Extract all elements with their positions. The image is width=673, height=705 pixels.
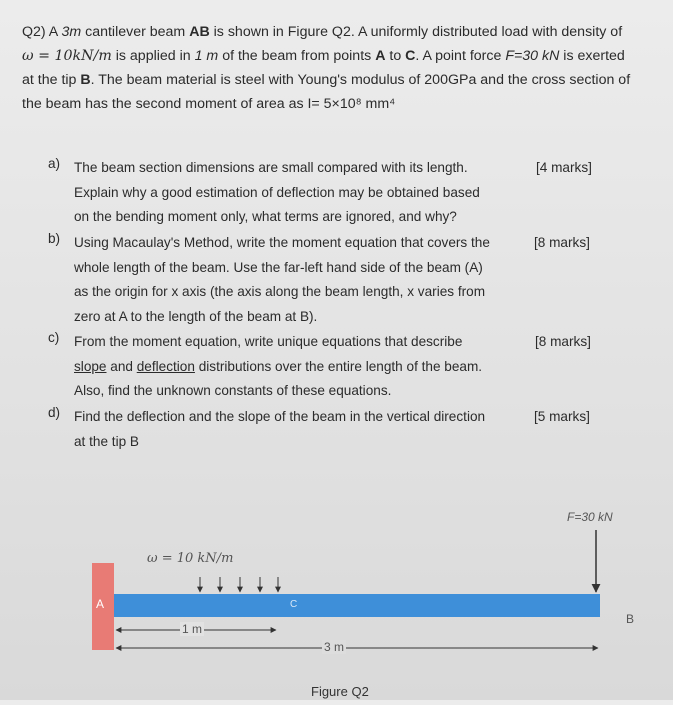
part-marks: [5 marks]: [534, 409, 590, 424]
figure-caption: Figure Q2: [311, 684, 369, 699]
dimension-3m-label: 3 m: [324, 640, 345, 654]
part-letter: b): [48, 231, 61, 246]
point-a-label: A: [96, 597, 105, 611]
question-line-4: the beam has the second moment of area as I= 5×10⁸ mm⁴: [22, 96, 396, 112]
part-marks: [4 marks]: [536, 160, 592, 175]
part-marks: [8 marks]: [535, 334, 591, 349]
part-c: [48, 330, 648, 405]
part-a: [48, 156, 648, 231]
point-b-label: B: [626, 612, 635, 626]
part-text: Using Macaulay's Method, write the moment equation that covers the whole length of the beam. Use the far-left hand side of the beam (A) as the origin for x axis (the axis along the beam length, x varies from zero at A to the length of the beam at B).: [74, 235, 490, 324]
udl-arrows: [200, 577, 278, 592]
part-marks: [8 marks]: [534, 235, 590, 250]
part-letter: a): [48, 156, 61, 171]
part-d: [48, 405, 648, 455]
question-line-3: at the tip B. The beam material is steel with Young's modulus of 200GPa and the cross section of: [22, 72, 631, 88]
sub-questions: [48, 156, 648, 455]
part-b: [48, 231, 648, 330]
load-label: ω = 10 kN/m: [147, 551, 234, 566]
beam: [114, 594, 600, 617]
part-text: Find the deflection and the slope of the beam in the vertical direction at the tip B: [74, 409, 486, 449]
part-text: The beam section dimensions are small compared with its length. Explain why a good estimation of deflection may be obtained based on the bending moment only, what terms are ignored, and why?: [74, 160, 480, 224]
question-line-1: Q2) A 3m cantilever beam AB is shown in Figure Q2. A uniformly distributed load with density of: [22, 24, 623, 40]
part-letter: d): [48, 405, 61, 420]
part-text: From the moment equation, write unique equations that describe slope and deflection distributions over the entire length of the beam. Also, find the unknown constants of these equations.: [74, 334, 483, 398]
part-letter: c): [48, 330, 60, 345]
figure-q2: [0, 500, 673, 700]
force-label: F=30 kN: [567, 510, 613, 524]
underlined-slope: slope: [74, 358, 107, 374]
dimension-1m-label: 1 m: [182, 622, 203, 636]
question-line-2: ω = 10kN/m is applied in 1 m of the beam from points A to C. A point force F=30 kN is exerted: [22, 48, 625, 64]
point-c-label: C: [290, 599, 298, 610]
underlined-deflection: deflection: [136, 358, 195, 374]
question-intro: [22, 20, 662, 116]
